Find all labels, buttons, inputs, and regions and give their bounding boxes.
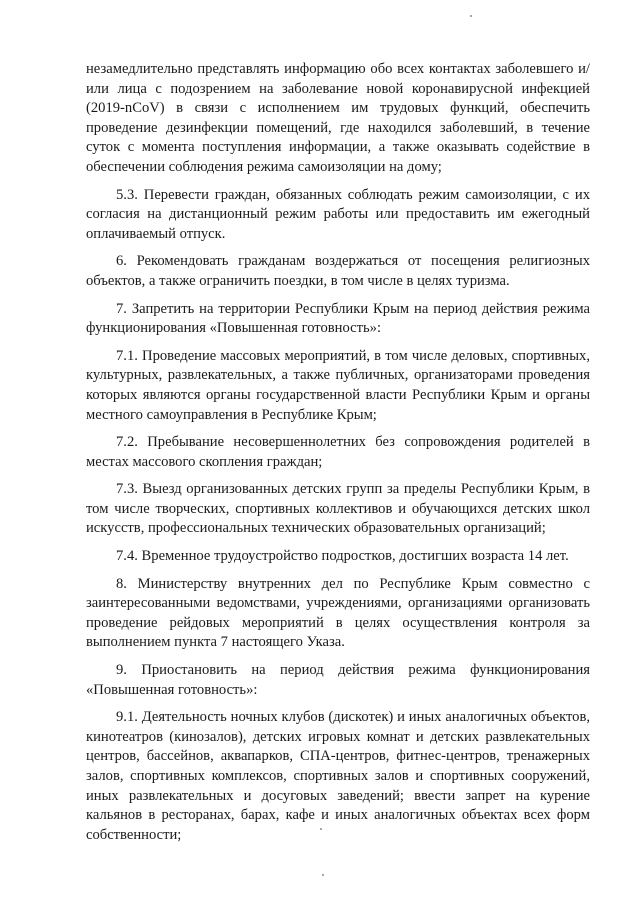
paragraph-9: 9. Приостановить на период действия режима функционирования «Повышенная готовность»: xyxy=(86,662,590,698)
scan-speck xyxy=(322,874,324,876)
paragraph-5-3: 5.3. Перевести граждан, обязанных соблюдать режим самоизоляции, с их согласия на дистанционный режим работы или предоставить им ежегодный оплачиваемый отпуск. xyxy=(86,186,590,242)
paragraph-7-2: 7.2. Пребывание несовершеннолетних без сопровождения родителей в местах массового скопления граждан; xyxy=(86,434,590,470)
paragraph-continuation: незамедлительно представлять информацию обо всех контактах заболевшего и/или лица с подозрением на заболевание новой коронавирусной инфекцией (2019-nCoV) в связи с исполнением им трудовых функций, обеспечить проведение дезинфекции помещений, где находился заболевший, в течение суток с момента поступления информации, а также оказывать содействие в обеспечении соблюдения режима самоизоляции на дому; xyxy=(86,61,590,175)
scan-speck xyxy=(320,828,322,830)
paragraph-7-3: 7.3. Выезд организованных детских групп за пределы Республики Крым, в том числе творческих, спортивных коллективов и обучающихся детских школ искусств, профессиональных технических образовательных организаций; xyxy=(86,481,590,537)
paragraph-9-1: 9.1. Деятельность ночных клубов (дискотек) и иных аналогичных объектов, кинотеатров (кинозалов), детских игровых комнат и детских развлекательных центров, бассейнов, аквапарков, СПА-центров, фитнес-центров, тренажерных залов, спортивных комплексов, спортивных залов и спортивных сооружений, иных развлекательных и досуговых заведений; ввести запрет на курение кальянов в ресторанах, барах, кафе и иных аналогичных объектах всех форм собственности; xyxy=(86,709,590,843)
paragraph-6: 6. Рекомендовать гражданам воздержаться от посещения религиозных объектов, а также ограничить поездки, в том числе в целях туризма. xyxy=(86,253,590,289)
paragraph-8: 8. Министерству внутренних дел по Республике Крым совместно с заинтересованными ведомствами, учреждениями, организациями организовать проведение рейдовых мероприятий в целях осуществления контроля за выполнением пункта 7 настоящего Указа. xyxy=(86,575,590,651)
scan-speck xyxy=(470,15,472,17)
paragraph-7-4: 7.4. Временное трудоустройство подростков, достигших возраста 14 лет. xyxy=(116,548,569,565)
paragraph-7: 7. Запретить на территории Республики Крым на период действия режима функционирования «Повышенная готовность»: xyxy=(86,300,590,337)
paragraph-7-1: 7.1. Проведение массовых мероприятий, в том числе деловых, спортивных, культурных, развлекательных, а также публичных, организаторами проведения которых являются органы государственной власти Республики Крым и органы местного самоуправления в Республике Крым; xyxy=(86,347,590,423)
